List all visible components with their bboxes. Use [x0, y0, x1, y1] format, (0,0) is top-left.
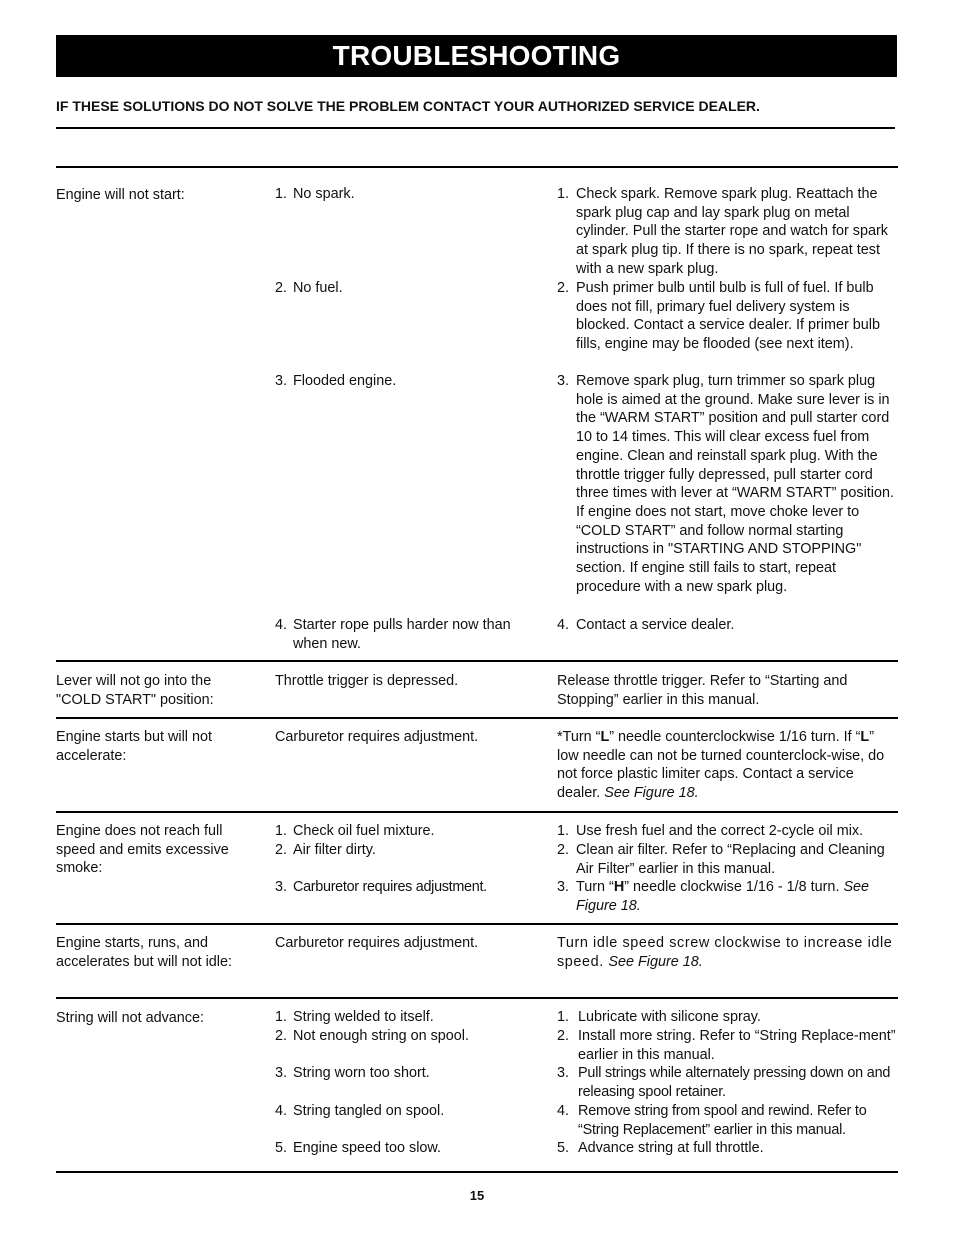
- service-warning: IF THESE SOLUTIONS DO NOT SOLVE THE PROBLEM CONTACT YOUR AUTHORIZED SERVICE DEALER.: [56, 98, 760, 114]
- cause-cell: [275, 168, 540, 658]
- remedy-cell: Release throttle trigger. Refer to “Starting and Stopping” earlier in this manual.: [557, 673, 848, 708]
- problem-cell: Engine does not reach full speed and emits excessive smoke:: [56, 823, 229, 877]
- problem-cell: Lever will not go into the "COLD START" position:: [56, 673, 214, 708]
- list-item: 4. Remove string from spool and rewind. Refer to “String Replacement” earlier in this manual.: [557, 1103, 867, 1138]
- list-item: 1. Lubricate with silicone spray.: [557, 1009, 761, 1025]
- list-item: 1. Check oil fuel mixture.: [275, 823, 435, 839]
- list-item: 2. Air filter dirty.: [275, 842, 376, 858]
- header-divider: [56, 127, 895, 129]
- cause-cell: [275, 999, 540, 1169]
- page-number: 15: [469, 1188, 485, 1203]
- problem-cell: Engine will not start:: [56, 187, 185, 203]
- list-item: 5. Advance string at full throttle.: [557, 1140, 764, 1156]
- table-row: [56, 660, 898, 717]
- list-item: 3. Carburetor requires adjustment.: [275, 879, 487, 895]
- table-row: [56, 923, 898, 997]
- list-item: 4. Starter rope pulls harder now than when new.: [275, 617, 511, 652]
- list-item: 2. Not enough string on spool.: [275, 1028, 470, 1044]
- troubleshooting-table: [56, 166, 898, 1173]
- list-item: 3. Remove spark plug, turn trimmer so spark plug hole is aimed at the ground. Make sure lever is in the “WARM START” position and pull starter cord 10 to 14 times. This will clear excess fuel from engine. Clean and reinstall spark plug. With the throttle trigger fully depressed, pull starter cord three times with lever at “WARM START” position. If engine does not start, move choke lever to “COLD START” and follow normal starting instructions in "STARTING AND STOPPING" section. If engine still fails to start, repeat procedure with a new spark plug.: [557, 373, 895, 595]
- list-item: 3. Flooded engine.: [275, 373, 397, 389]
- cause-cell: Carburetor requires adjustment.: [275, 729, 479, 745]
- list-item: 1. String welded to itself.: [275, 1009, 434, 1025]
- list-item: 5. Engine speed too slow.: [275, 1140, 442, 1156]
- list-item: 2. Push primer bulb until bulb is full of fuel. If bulb does not fill, primary fuel delivery system is blocked. Contact a service dealer. If primer bulb fills, engine may be flooded (see next item).: [557, 280, 880, 353]
- remedy-cell: *Turn “L” needle counterclockwise 1/16 turn. If “L” low needle can not be turned counterclock-wise, do not force plastic limiter caps. Contact a service dealer. See Figure 18.: [557, 729, 885, 802]
- list-item: 1. Use fresh fuel and the correct 2-cycle oil mix.: [557, 823, 864, 839]
- remedy-cell: [557, 999, 899, 1169]
- problem-cell: Engine starts, runs, and accelerates but will not idle:: [56, 935, 232, 970]
- list-item: 4. Contact a service dealer.: [557, 617, 735, 633]
- cause-cell: Throttle trigger is depressed.: [275, 673, 459, 689]
- list-item: 1. Check spark. Remove spark plug. Reattach the spark plug cap and lay spark plug on metal cylinder. Pull the starter rope and watch for spark at spark plug tip. If there is no spark, repeat test with a new spark plug.: [557, 186, 888, 277]
- remedy-cell: Turn idle speed screw clockwise to increase idle speed. See Figure 18.: [557, 935, 893, 970]
- list-item: 2. Install more string. Refer to “String Replace-ment” earlier in this manual.: [557, 1028, 896, 1063]
- list-item: 1. No spark.: [275, 186, 355, 202]
- cause-cell: [275, 813, 540, 921]
- list-item: 2. Clean air filter. Refer to “Replacing and Cleaning Air Filter” earlier in this manual.: [557, 842, 885, 877]
- table-row: [56, 166, 898, 660]
- list-item: 3. Turn “H” needle clockwise 1/16 - 1/8 turn. See Figure 18.: [557, 879, 870, 914]
- list-item: 3. String worn too short.: [275, 1065, 430, 1081]
- remedy-cell: [557, 168, 899, 658]
- table-row: [56, 811, 898, 923]
- remedy-cell: [557, 813, 899, 921]
- list-item: 3. Pull strings while alternately pressing down on and releasing spool retainer.: [557, 1065, 891, 1100]
- list-item: 4. String tangled on spool.: [275, 1103, 445, 1119]
- problem-cell: Engine starts but will not accelerate:: [56, 729, 212, 764]
- cause-cell: Carburetor requires adjustment.: [275, 935, 479, 951]
- table-row: [56, 717, 898, 811]
- page-title: TROUBLESHOOTING: [56, 35, 897, 77]
- problem-cell: String will not advance:: [56, 1010, 204, 1026]
- table-row: [56, 997, 898, 1173]
- list-item: 2. No fuel.: [275, 280, 343, 296]
